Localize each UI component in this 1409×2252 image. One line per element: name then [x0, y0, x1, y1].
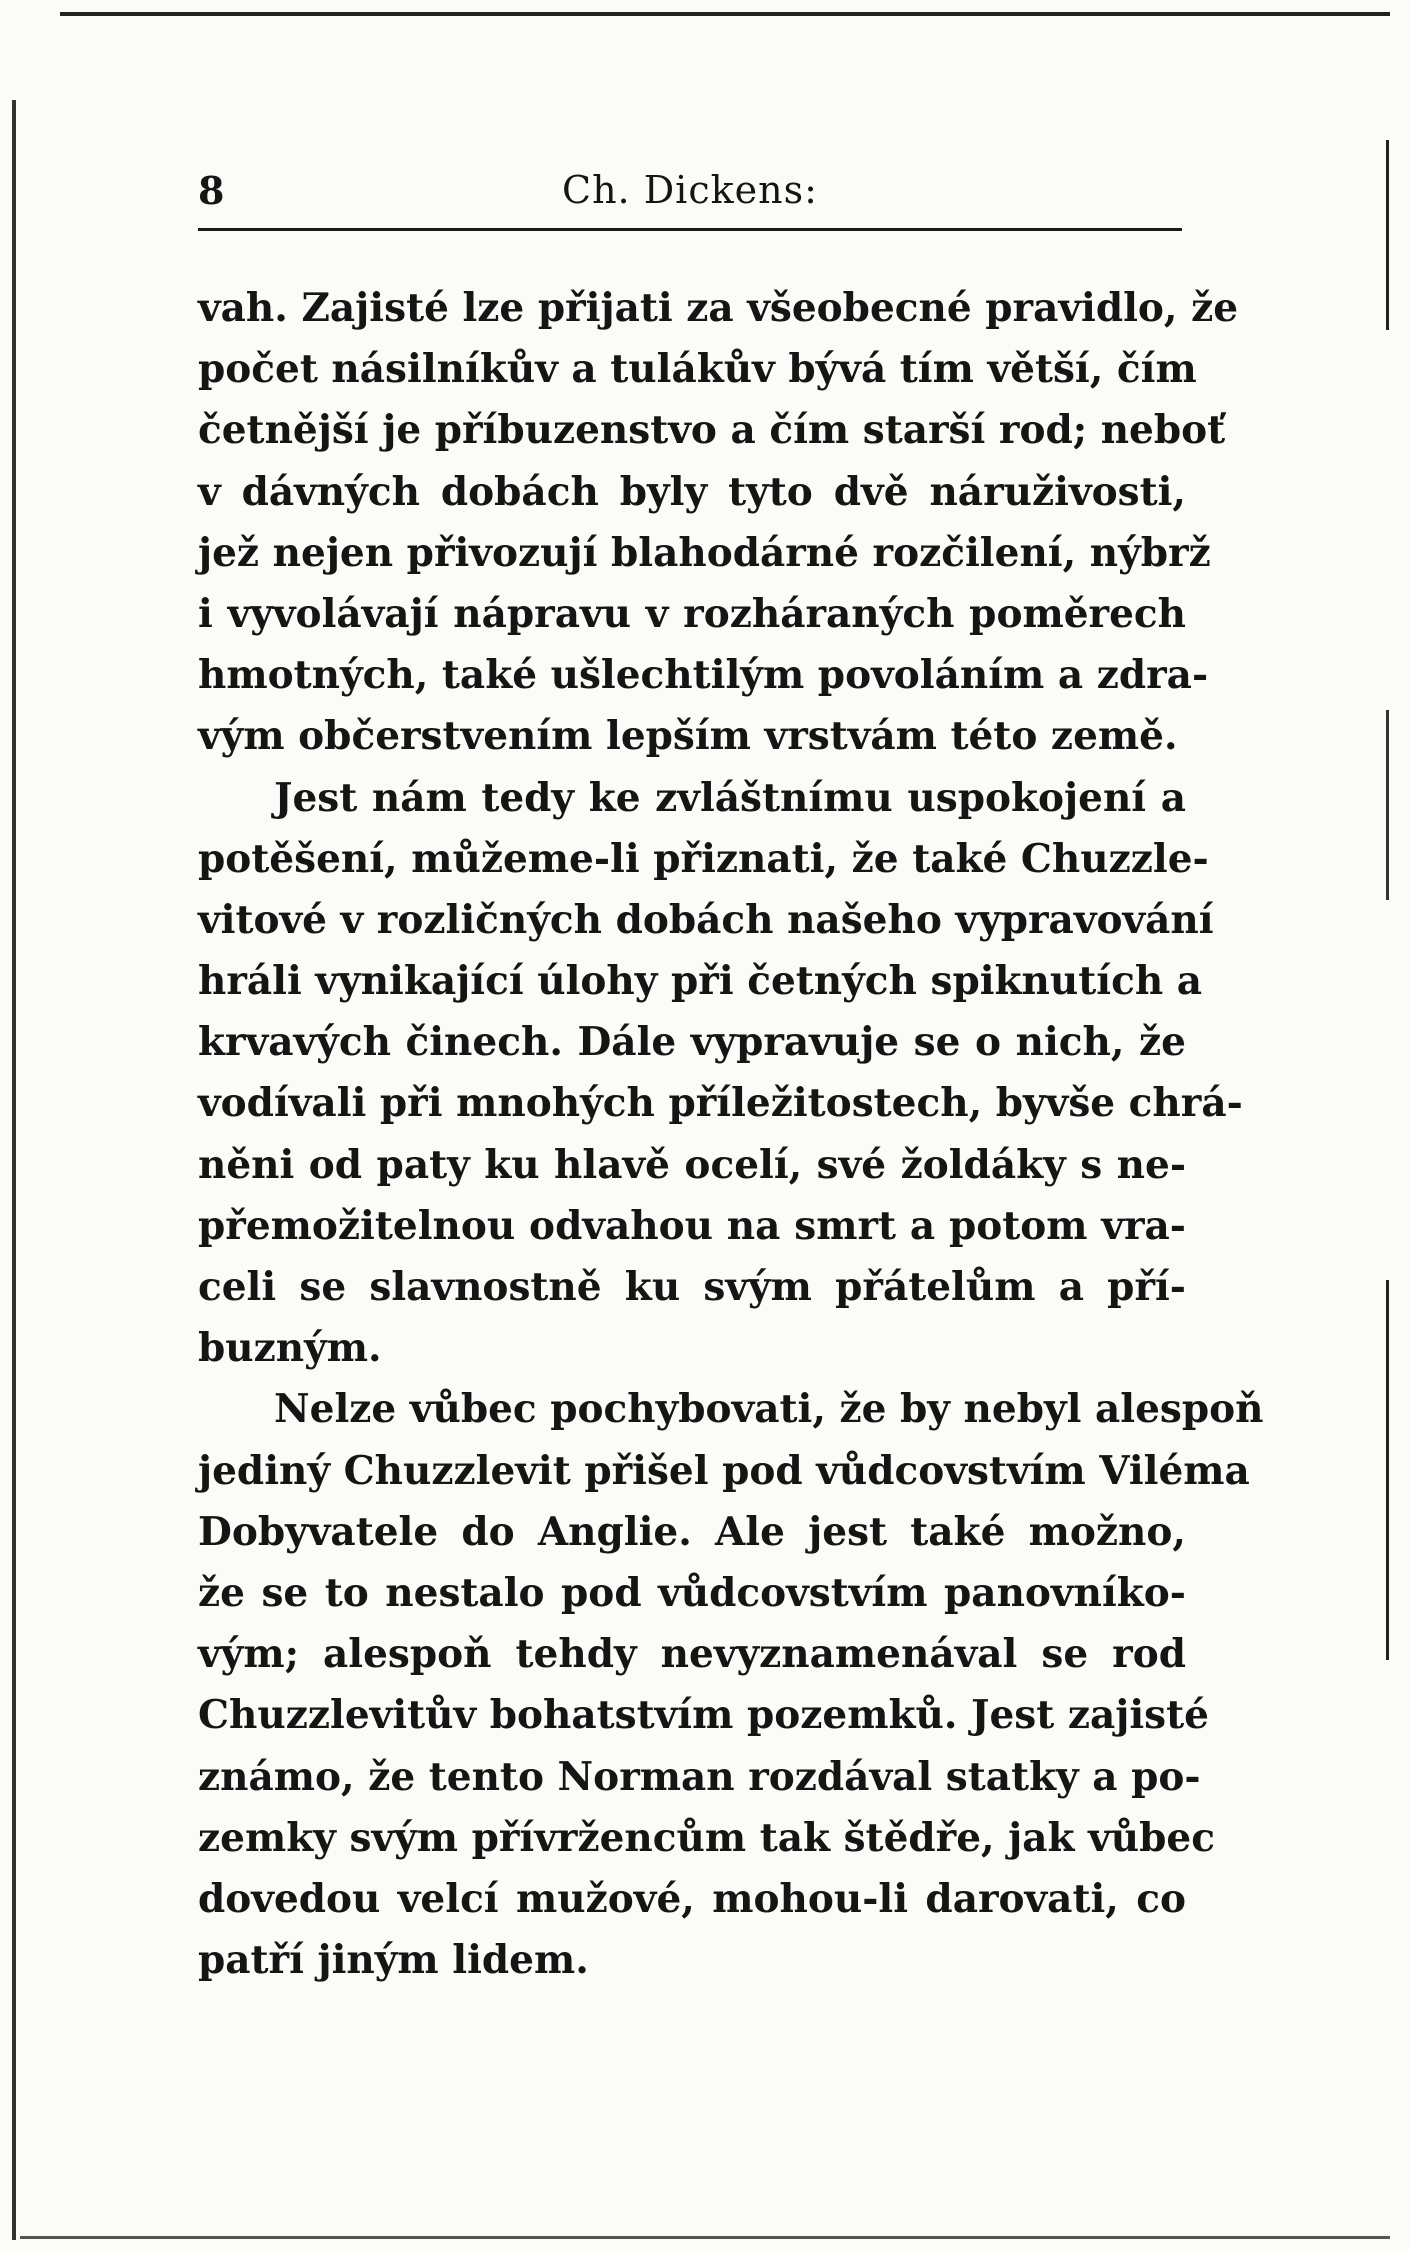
page-number: 8	[198, 168, 225, 213]
text-line: přemožitelnou odvahou na smrt a potom vra-	[198, 1202, 1186, 1249]
text-line: vah. Zajisté lze přijati za všeobecné pravidlo, že	[198, 285, 1239, 331]
text-line: Nelze vůbec pochybovati, že by nebyl alespoň	[274, 1386, 1264, 1433]
text-line: četnější je příbuzenstvo a čím starší rod; neboť	[198, 407, 1226, 454]
text-line: krvavých činech. Dále vypravuje se o nich, že	[198, 1019, 1186, 1066]
text-line: Dobyvatele do Anglie. Ale jest také možno,	[198, 1508, 1186, 1555]
text-line: vým; alespoň tehdy nevyznamenával se rod	[198, 1631, 1186, 1678]
scan-border-top	[60, 12, 1390, 16]
scan-right-edge	[1386, 140, 1389, 2040]
scan-border-bottom	[20, 2236, 1390, 2239]
running-title: Ch. Dickens:	[562, 168, 818, 212]
text-line: vitové v rozličných dobách našeho vypravování	[198, 896, 1214, 943]
text-line: hmotných, také ušlechtilým povoláním a zdra-	[198, 652, 1209, 699]
text-line: dovedou velcí mužové, mohou-li darovati, co	[198, 1875, 1186, 1922]
scan-border-left	[12, 100, 16, 2240]
text-line: v dávných dobách byly tyto dvě náruživosti,	[198, 468, 1186, 515]
text-line: jež nejen přivozují blahodárné rozčilení, nýbrž	[198, 529, 1211, 576]
text-line: známo, že tento Norman rozdával statky a po-	[198, 1753, 1201, 1800]
text-line: Chuzzlevitův bohatstvím pozemků. Jest zajisté	[198, 1692, 1209, 1739]
text-line: celi se slavnostně ku svým přátelům a pří-	[198, 1264, 1186, 1310]
text-line: i vyvolávají nápravu v rozháraných poměrech	[198, 590, 1186, 637]
text-line: že se to nestalo pod vůdcovstvím panovníko-	[198, 1569, 1186, 1616]
text-line: buzným.	[198, 1325, 382, 1372]
text-line: jediný Chuzzlevit přišel pod vůdcovstvím Viléma	[198, 1447, 1250, 1494]
text-line: počet násilníkův a tulákův bývá tím větší, čím	[198, 346, 1197, 393]
text-line: vým občerstvením lepším vrstvám této země.	[198, 713, 1178, 760]
text-line: potěšení, můžeme-li přiznati, že také Chuzzle-	[198, 835, 1209, 882]
text-line: něni od paty ku hlavě ocelí, své žoldáky s ne-	[198, 1141, 1186, 1188]
page-header	[198, 164, 1182, 220]
text-line: Jest nám tedy ke zvláštnímu uspokojení a	[274, 774, 1186, 821]
body-text	[198, 278, 1264, 1991]
header-rule	[198, 228, 1182, 231]
text-line: hráli vynikající úlohy při četných spiknutích a	[198, 958, 1203, 1005]
text-line: zemky svým přívržencům tak štědře, jak vůbec	[198, 1814, 1215, 1861]
text-line: patří jiným lidem.	[198, 1937, 589, 1984]
text-line: vodívali při mnohých příležitostech, byvše chrá-	[198, 1080, 1243, 1127]
